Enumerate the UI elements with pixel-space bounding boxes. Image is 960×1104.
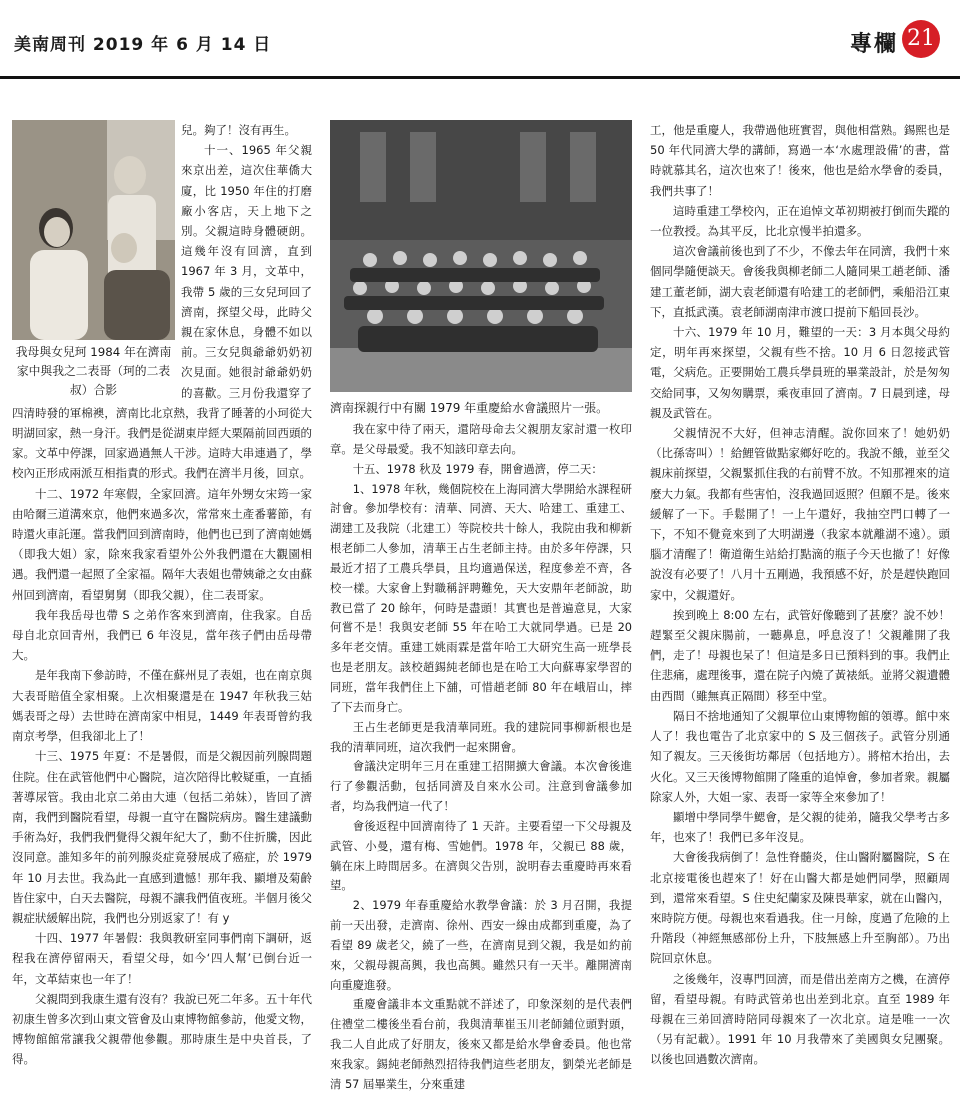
paragraph: 十三、1975 年夏：不是暑假，而是父親因前列腺問題住院。住在武管他們中心醫院，這次陪得比較疑重，一直插著導尿管。我由北京二弟由大連（包括二弟妹），皆回了濟南，我們到醫院看望，母親一直守在醫院病房。醫生建議動手術為好，我們我們覺得父親年紀大了，動不住折騰，因此沒同意。誰知多年的前列腺炎症竟發展成了癌症，於 1979 年 10 月去世。我為此一直感到遺憾！那年我、顯增及菊齡皆住家中，白天去醫院，母親不讓我們值夜班。半個月後父親症狀緩解出院，我們也分別返家了！有 y bbox=[12, 749, 312, 925]
section-title: 專欄 bbox=[849, 32, 898, 57]
paragraph: 十四、1977 年暑假：我與教研室同事們南下調研，返程我在濟停留兩天，看望父母，如今‘四人幫’已倒台近一年，文革結束也一年了！ bbox=[12, 931, 312, 986]
article-column-3 bbox=[650, 120, 950, 1070]
paragraph: 十一、1965 年父親來京出差，這次住華僑大廈，比 1950 年住的打磨廠小客店，天上地下之別。父親這時身體硬朗。這幾年沒有回濟，直到 1967 年 3 月，文革中，我帶 5 歲的三女兒珂回了濟南，探望父母，此時父親在家休息，身體不如以前。三女兒與爺爺奶奶初次見面。她很討爺爺奶奶的喜歡。三月份我還穿了四清時發的軍棉襖，濟南比北京熱，我背了睡著的小珂從大明湖回家，熱一身汗。我們是從湖東岸經大栗隔前回西頭的家。文革中停課，回家過過無人干涉。這時大串連過了，學校內正形成兩派互相指責的形式。我們在濟半月後，回京。 bbox=[12, 143, 312, 481]
paragraph: 十五、1978 秋及 1979 春，開會過濟，停二天： bbox=[352, 461, 603, 476]
family-photo-illustration bbox=[12, 120, 175, 340]
paragraph: 父親情況不大好，但神志清醒。說你回來了！她奶奶（比孫寄叫）！給鯉管做點家鄉好吃的。我說不餓，並至父親床前探望，父親緊抓住我的右前臂不放。不知那裡來的這麼大力氣。我都有些害怕，沒我過回返照？但願不是。後來緩解了一下。手鬆開了！一上午還好，我抽空門口轉了一下，不知不覺竟來到了大明湖邊（我家本就離湖不遠）。頭腦才清醒了！衛道衛生站給打點滴的瓶子今天也撤了！好像說沒有必要了！八月十五剛過，我預感不好，於是趕快跑回家中，父親還好。 bbox=[650, 426, 950, 602]
paragraph: 1、1978 年秋，幾個院校在上海同濟大學開給水課程研討會。參加學校有：清華、同濟、天大、哈建工、重建工、湖建工及我院（北建工）等院校共十餘人，我院由我和柳新根老師二人參加，清華王占生老師主持。由於多年停課，只最近才招了工農兵學員，且均適過保送，程度參差不齊，各校一樣。大家會上對職稱評聘難免，天大安鼎年老師說，助教已當了 20 餘年，何時是盡頭！其實也是普遍意見，大家何嘗不是！我與安老師 55 年在哈工大就同學過。已是 20 多年老交情。重建工姚雨霖是當年哈工大研究生高一班學長也是老朋友。該校趙錫純老師也是在哈工大向蘇專家學習的同班，當年我們住上下舖，可惜趙老師 80 年在峨眉山，摔了下去而身亡。 bbox=[330, 481, 632, 714]
paragraph: 是年我南下參訪時，不僅在蘇州見了表姐，也在南京與大表哥賠值全家相聚。上次相聚還是在 1947 年秋我三姑媽表哥之母）去世時在濟南家中相見，1449 年表哥曾約我南京考學，但我卻北上了！ bbox=[12, 668, 312, 744]
masthead-rule bbox=[0, 76, 960, 79]
left-photo-caption: 我母與女兒珂 1984 年在濟南家中與我之二表哥（珂的二表叔）合影 bbox=[15, 345, 172, 397]
paragraph: 我在家中待了兩天，還陪母命去父親朋友家討還一枚印章。是父母最愛。我不知該印章去向。 bbox=[330, 422, 632, 456]
paragraph: 十六、1979 年 10 月，難望的一天：3 月本與父母約定，明年再來探望，父親有些不捨。10 月 6 日忽接武管電，父病危。正要開始工農兵學員班的畢業設計，於是匆匆交給同事，又匆匆購票，乘夜車回了濟南。7 日晨到達，母親及武管在。 bbox=[650, 325, 950, 420]
paragraph: 重慶會議非本文重點就不詳述了，印象深刻的是代表們住禮堂二樓後坐看台前，我與清華崔玉川老師鋪位頭對頭，我二人自此成了好朋友，後來又都是給水學會委員。他也常來我家。錫純老師熱烈招待我們這些老朋友，劉榮光老師是清 57 屆畢業生，分來重建 bbox=[330, 997, 632, 1091]
conference-group-photo bbox=[330, 120, 632, 392]
center-photo-caption: 濟南探親行中有關 1979 年重慶給水會議照片一張。 bbox=[330, 401, 609, 415]
family-photo bbox=[12, 120, 175, 340]
paragraph: 兒。夠了！沒有再生。 bbox=[181, 123, 296, 137]
paragraph: 工，他是重慶人，我帶過他班實習，與他相當熟。錫熙也是 50 年代同濟大學的講師，寫過一本‘水處理設備’的書，當時就慕其名，這次也來了！後來，他也是給水學會的委員，我們共事了！ bbox=[650, 123, 950, 198]
paragraph: 挨到晚上 8:00 左右，武管好像聽到了甚麼？說不妙！趕緊至父親床腸前，一聽鼻息，呼息沒了！父親離開了我們，走了！母親也呆了！但這是多日已預料到的事。我們止住悲痛，處理後事，還在院子內燒了黃裱紙。並將父親遺體由西間（雖無真正隔間）移至中堂。 bbox=[650, 607, 950, 703]
paragraph: 我年我岳母也帶 S 之弟作客來到濟南，住我家。自岳母自北京回青州，我們已 6 年沒見，當年孩子們由岳母帶大。 bbox=[12, 607, 312, 663]
page-number-badge: 21 bbox=[902, 20, 940, 58]
photo-figure-left bbox=[12, 120, 175, 400]
paragraph: 之後幾年，沒專門回濟，而是借出差南方之機，在濟停留，看望母親。有時武管弟也出差到北京。直至 1989 年母親在三弟回濟時陪同母親來了一次北京。這是唯一一次（另有記載）。1991 年 10 月我帶來了美國與女兒團聚。以後也回過數次濟南。 bbox=[650, 971, 950, 1067]
group-photo-illustration bbox=[330, 120, 632, 392]
publication-title: 美南周刊 2019 年 6 月 14 日 bbox=[14, 35, 272, 55]
paragraph: 顯增中學同學牛鰓會，是父親的徒弟，隨我父學考古多年，也來了！我們已多年沒見。 bbox=[650, 809, 950, 845]
paragraph: 十二、1972 年寒假，全家回濟。這年外甥女宋筠一家由哈爾三道溝來京，他們來過多次，常常來土產番薯節，有時還火車託運。當我們回到濟南時，他們也已到了濟南她媽（即我大姐）家，除來我家看望外公外我們還在大觀園相遇。我們還一起照了全家福。隔年大表姐也帶姨爺之女由蘇州回到濟南，看望舅舅（即我父親），住二表哥家。 bbox=[12, 486, 312, 602]
paragraph: 這次會議前後也到了不少，不像去年在同濟，我們十來個同學隨便談天。會後我與柳老師二人隨同果工趙老師、潘建工董老師，湖大袁老師還有哈建工的老師們，乘船沿江東下，直抵武漢。袁老師湖南津市渡口提前下船回長沙。 bbox=[650, 244, 950, 319]
paragraph: 王占生老師更是我清華同班。我的建院同事柳新根也是我的清華同班，這次我們一起來開會。 bbox=[330, 719, 632, 754]
masthead bbox=[0, 0, 960, 76]
article-column-1 bbox=[12, 120, 312, 1070]
paragraph: 會議決定明年三月在重建工招開擴大會議。本次會後進行了參觀活動，包括同濟及自來水公司。注意到會議參加者，均為我們這一代了！ bbox=[330, 759, 632, 814]
paragraph: 2、1979 年春重慶給水教學會議：於 3 月召開，我提前一天出發，走濟南、徐州、西安一線由成都到重慶，為了看望 89 歲老父，繞了一些，在濟南見到父親，我是如約前來，父親母親高興，我也高興。雖然只有一天半。離開濟南向重慶進發。 bbox=[330, 898, 632, 992]
paragraph: 這時重建工學校內，正在追悼文革初期被打倒而失蹤的一位教授。為其平反，比北京慢半拍還多。 bbox=[650, 203, 950, 239]
paragraph: 會後返程中回濟南待了 1 天許。主要看望一下父母親及武管、小曼，還有梅、雪她們。1978 年，父親已 88 歲，躺在床上時間居多。在濟與父告別，說明春去重慶時再來看望。 bbox=[330, 818, 632, 893]
paragraph: 父親問到我康生還有沒有？我說已死二年多。五十年代初康生曾多次到山東文管會及山東博物館參訪，他愛文物，博物館館常讓我父親帶他參觀。那時康生是中央首長，了得。 bbox=[12, 991, 312, 1067]
paragraph: 隔日不捨地通知了父親單位山東博物館的領導。館中來人了！我也電告了北京家中的 S 及三個孩子。武管分別通知了親友。三天後街坊鄰居（包括地方）。將棺木抬出，去火化。又三天後博物館開了隆重的追悼會，參加者衆。親屬除家人外，大姐一家、表哥一家等全來參加了！ bbox=[650, 708, 950, 804]
article-column-2 bbox=[330, 120, 632, 1095]
paragraph: 大會後我病倒了！急性脊髓炎，住山醫附屬醫院，S 在北京接電後也趕來了！好在山醫大都是她們同學，照顧周到，還常來看望。S 住史紀蘭家及陳畏華家，就在山醫內，來時院方便。母親也來看過我。住一月餘，度過了危險的上升階段（神經無感部份上升，下肢無感上升至胸部）。乃出院回京休息。 bbox=[650, 850, 950, 966]
